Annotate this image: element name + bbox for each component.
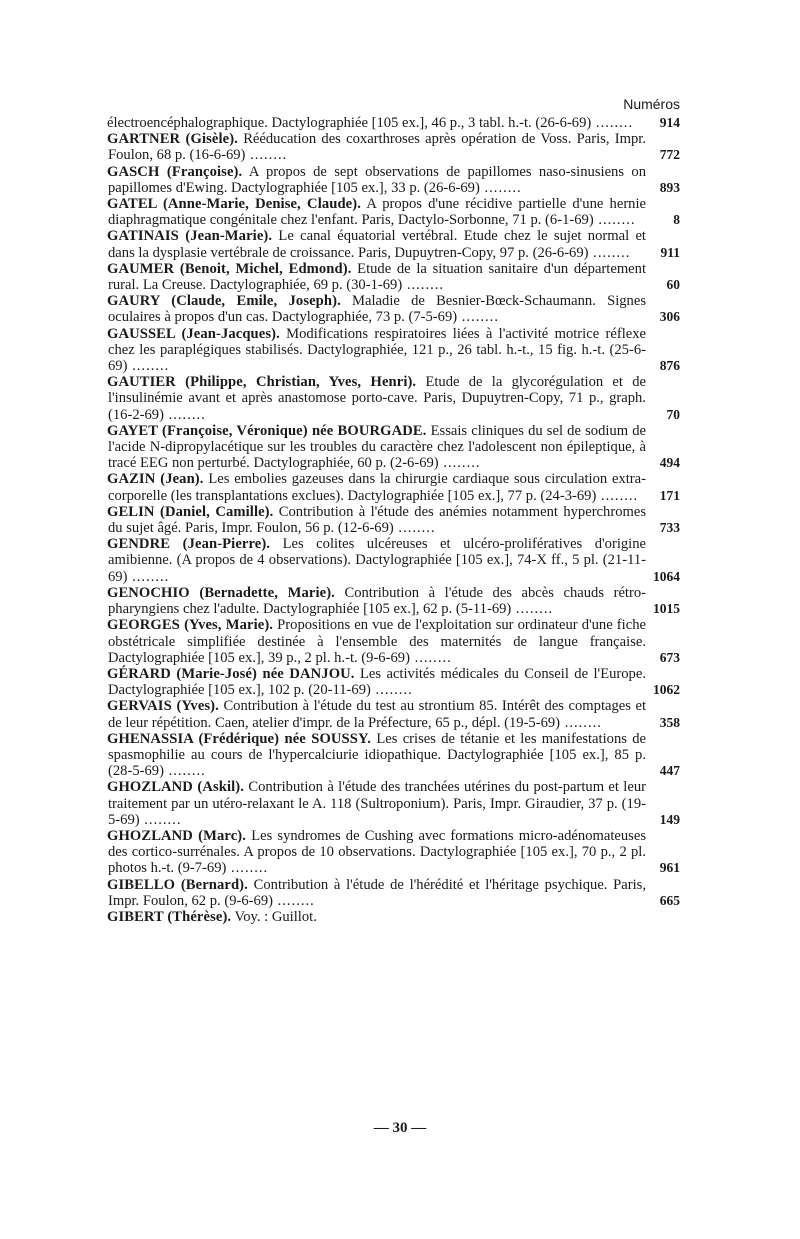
list-item	[108, 261, 680, 293]
entry-text: Contribution à l'étude des anémies notamment hyperchromes du sujet âgé. Paris, Impr. Foulon, 56 p. (12-6-69)	[108, 503, 646, 537]
entry-author: GHOZLAND (Askil).	[107, 779, 245, 796]
entry-author: GHOZLAND (Marc).	[107, 827, 247, 844]
entry-number: 772	[659, 147, 680, 163]
entry-text: Les crises de tétanie et les manifestations de spasmophilie au cours de l'hypercalciurie idiopathique. Dactylographiée [105 ex.], 85 p. (28-5-69)	[108, 730, 646, 780]
entry-text: A propos d'une récidive partielle d'une hernie diaphragmatique congénitale chez l'enfant. Paris, Dactylo-Sorbonne, 71 p. (6-1-69)	[108, 196, 647, 229]
leader-dots: ........	[402, 277, 445, 294]
entry-author: GAUMER (Benoit, Michel, Edmond).	[107, 260, 352, 277]
entry-text: Contribution à l'étude des tranchées utérines du post-partum et leur traitement par un utéro-relaxant le A. 118 (Sultroponium). Paris, Impr. Giraudier, 37 p. (19-5-69)	[108, 779, 646, 828]
entry-body	[108, 326, 646, 375]
leader-dots: ........	[457, 309, 499, 326]
entry-number: 914	[659, 115, 680, 130]
entry-text: Propositions en vue de l'exploitation sur ordinateur d'une fiche obstétricale simplifiée destinée à l'ensemble des maternités de langue française. Dactylographiée [105 ex.], 39 p., 2 pl. h.-t. (9-6-69)	[108, 617, 646, 666]
leader-dots: ........	[393, 520, 436, 537]
entry-number: 149	[659, 811, 680, 827]
entry-number: 70	[666, 406, 680, 422]
list-item	[108, 731, 680, 780]
list-item	[108, 164, 680, 196]
entry-number: 494	[659, 455, 680, 471]
entry-list	[108, 115, 680, 925]
list-item	[108, 131, 680, 163]
entry-author: GENOCHIO (Bernadette, Marie).	[107, 584, 335, 601]
entry-text: électroencéphalographique. Dactylographiée [105 ex.], 46 p., 3 tabl. h.-t. (26-6-69)	[107, 115, 592, 131]
entry-author: GAYET (Françoise, Véronique) née BOURGADE.	[107, 422, 427, 439]
entry-text: Essais cliniques du sel de sodium de l'acide N-dipropylacétique sur les troubles du caractère chez l'adolescent non épileptique, à tracé EEG non perturbé. Dactylographiée, 60 p. (2-6-69)	[108, 422, 646, 472]
entry-number: 911	[660, 244, 680, 260]
entry-number: 171	[659, 487, 680, 503]
entry-text: Le canal équatorial vertébral. Etude chez le sujet normal et dans la dysplasie vertébrale de croissance. Paris, Dupuytren-Copy, 97 p. (26-6-69)	[108, 228, 646, 261]
list-item	[108, 293, 680, 325]
leader-dots: ........	[596, 487, 639, 504]
leader-dots: ........	[370, 682, 413, 699]
entry-body	[108, 196, 646, 228]
entry-body	[108, 504, 646, 536]
entry-text: Etude de la situation sanitaire d'un département rural. La Creuse. Dactylographiée, 69 p. (30-1-69)	[108, 260, 646, 294]
entry-number: 60	[666, 277, 680, 293]
entry-author: GATEL (Anne-Marie, Denise, Claude).	[107, 196, 361, 213]
entry-number: 1015	[653, 601, 680, 617]
page-number: — 30 —	[373, 1120, 427, 1136]
entry-body	[108, 228, 646, 260]
entry-text: Les colites ulcéreuses et ulcéro-prolifératives d'origine amibienne. (A propos de 4 observations). Dactylographiée [105 ex.], 74-X ff., 5 pl. (21-11-69)	[108, 536, 646, 585]
list-item	[108, 617, 680, 666]
entry-number: 893	[659, 179, 680, 195]
list-item	[108, 828, 680, 877]
leader-dots: ........	[588, 244, 631, 261]
entry-text: Rééducation des coxarthroses après opération de Voss. Paris, Impr. Foulon, 68 p. (16-6-69)	[108, 131, 646, 164]
entry-text: Voy. : Guillot.	[234, 908, 317, 925]
entry-number: 961	[659, 860, 680, 876]
entry-body	[108, 779, 646, 828]
list-item	[108, 423, 680, 472]
list-item	[108, 585, 680, 617]
list-item	[108, 374, 680, 423]
entry-author: GAURY (Claude, Emile, Joseph).	[107, 293, 341, 310]
entry-number: 8	[673, 212, 680, 228]
entry-number: 1062	[653, 682, 680, 698]
entry-text: Contribution à l'étude des abcès chauds rétro-pharyngiens chez l'adulte. Dactylographiée [105 ex.], 62 p. (5-11-69)	[108, 584, 646, 618]
leader-dots: ........	[226, 860, 269, 877]
leader-dots: ........	[163, 406, 206, 423]
entry-number: 665	[659, 892, 680, 908]
list-item	[108, 779, 680, 828]
entry-author: GÉRARD (Marie-José) née DANJOU.	[107, 665, 355, 682]
entry-body	[108, 115, 646, 131]
list-item	[108, 196, 680, 228]
leader-dots: ........	[272, 892, 315, 909]
entry-text: A propos de sept observations de papillomes naso-sinusiens on papillomes d'Ewing. Dactylographiée [105 ex.], 33 p. (26-6-69)	[108, 163, 646, 196]
entry-body	[108, 536, 646, 585]
entry-number: 876	[659, 358, 680, 374]
entry-body	[108, 698, 646, 730]
entry-author: GAUTIER (Philippe, Christian, Yves, Henri).	[107, 374, 417, 391]
leader-dots: ........	[139, 811, 182, 828]
entry-author: GELIN (Daniel, Camille).	[107, 503, 274, 520]
leader-dots: ........	[593, 212, 636, 229]
document-page	[108, 96, 680, 925]
list-item	[108, 471, 680, 503]
list-item	[108, 504, 680, 536]
entry-author: GIBELLO (Bernard).	[107, 876, 248, 893]
entry-text: Etude de la glycorégulation et de l'insulinémie avant et après anastomose porto-cave. Paris, Dupuytren-Copy, 71 p., graph. (16-2-69)	[108, 374, 646, 423]
entry-body	[108, 828, 646, 877]
list-item	[108, 536, 680, 585]
entry-text: Contribution à l'étude de l'hérédité et l'héritage psychique. Paris, Impr. Foulon, 62 p. (9-6-69)	[108, 876, 646, 909]
list-item	[108, 666, 680, 698]
entry-text: Les embolies gazeuses dans la chirurgie cardiaque sous circulation extra-corporelle (les transplantations exclues). Dactylographiée [105 ex.], 77 p. (24-3-69)	[108, 471, 646, 504]
entry-author: GARTNER (Gisèle).	[107, 131, 238, 148]
entry-number: 447	[659, 763, 680, 779]
entry-body	[108, 131, 646, 163]
entry-body	[108, 164, 646, 196]
entry-text: Maladie de Besnier-Bœck-Schaumann. Signes oculaires à propos d'un cas. Dactylographiée, 73 p. (7-5-69)	[108, 293, 646, 326]
entry-body	[108, 374, 646, 423]
leader-dots: ........	[591, 115, 634, 131]
leader-dots: ........	[163, 763, 206, 780]
list-item	[108, 909, 680, 925]
entry-text: Modifications respiratoires liées à l'activité motrice réflexe chez les paraplégiques stabilisés. Dactylographiée, 121 p., 26 tabl. h.-t., 15 fig. h.-t. (25-6-69)	[108, 325, 646, 375]
leader-dots: ........	[560, 714, 602, 731]
list-item	[108, 228, 680, 260]
list-item	[108, 326, 680, 375]
entry-author: GENDRE (Jean-Pierre).	[107, 536, 271, 553]
list-item	[108, 698, 680, 730]
entry-author: GERVAIS (Yves).	[107, 698, 219, 715]
entry-author: GHENASSIA (Frédérique) née SOUSSY.	[107, 730, 372, 747]
leader-dots: ........	[127, 358, 170, 375]
entry-author: GAZIN (Jean).	[107, 471, 204, 488]
entry-body	[108, 423, 646, 472]
entry-text: Les activités médicales du Conseil de l'Europe. Dactylographiée [105 ex.], 102 p. (20-11-69)	[108, 665, 646, 699]
entry-body	[108, 471, 646, 503]
entry-author: GIBERT (Thérèse).	[107, 908, 232, 925]
entry-number: 1064	[653, 568, 680, 584]
leader-dots: ........	[479, 179, 522, 196]
list-item	[108, 115, 680, 131]
entry-body	[108, 666, 646, 698]
entry-body	[108, 617, 646, 666]
leader-dots: ........	[409, 649, 452, 666]
entry-number: 306	[659, 309, 680, 325]
entry-author: GATINAIS (Jean-Marie).	[107, 228, 273, 245]
entry-body	[108, 261, 646, 293]
entry-number: 673	[659, 649, 680, 665]
entry-body	[108, 731, 646, 780]
entry-text: Contribution à l'étude du test au strontium 85. Intérêt des comptages et de leur répétition. Caen, atelier d'impr. de la Préfecture, 65 p., dépl. (19-5-69)	[108, 698, 646, 731]
entry-body	[108, 585, 646, 617]
column-header: Numéros	[623, 96, 680, 112]
leader-dots: ........	[127, 568, 170, 585]
entry-author: GAUSSEL (Jean-Jacques).	[107, 325, 280, 342]
entry-text: Les syndromes de Cushing avec formations micro-adénomateuses des cortico-surrénales. A propos de 10 observations. Dactylographiée [105 ex.], 70 p., 2 pl. photos h.-t. (9-7-69)	[108, 827, 646, 877]
entry-author: GEORGES (Yves, Marie).	[107, 617, 274, 634]
list-item	[108, 877, 680, 909]
leader-dots: ........	[438, 455, 481, 472]
entry-body	[108, 909, 646, 925]
entry-number: 733	[659, 520, 680, 536]
entry-author: GASCH (Françoise).	[107, 163, 243, 180]
entry-body	[108, 877, 646, 909]
entry-number: 358	[659, 714, 680, 730]
entry-body	[108, 293, 646, 325]
leader-dots: ........	[245, 147, 288, 164]
leader-dots: ........	[511, 601, 554, 618]
